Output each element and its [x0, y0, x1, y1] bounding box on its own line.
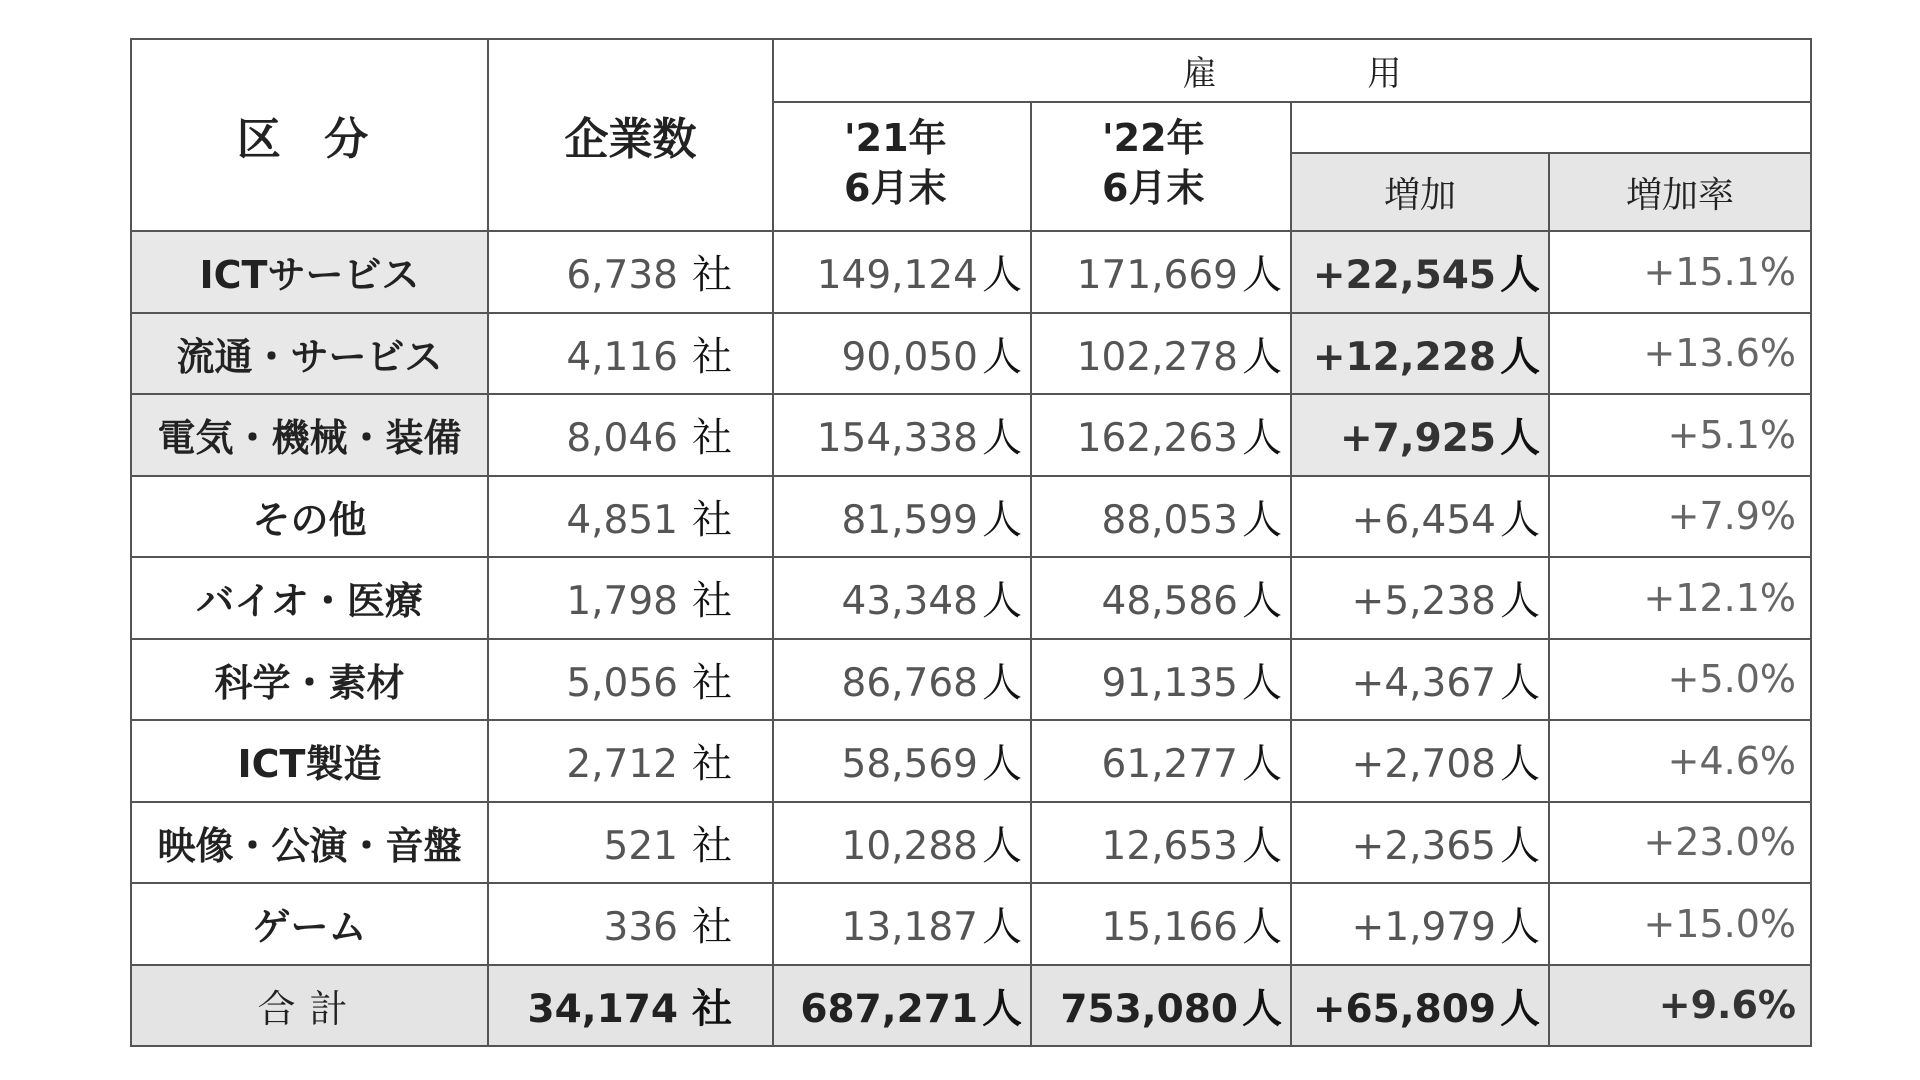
- unit-person: 人: [1242, 904, 1282, 951]
- companies-value: 1,798: [566, 579, 678, 625]
- unit-person: 人: [982, 252, 1022, 299]
- companies-cell: [488, 313, 773, 395]
- unit-company: 社: [692, 904, 732, 951]
- increase-rate-cell: +5.1%: [1549, 394, 1811, 476]
- increase-value: +2,365: [1351, 823, 1496, 869]
- increase-header: 増加: [1291, 153, 1549, 231]
- date-2022-month: 6月末: [1102, 166, 1205, 210]
- employment-2022-value: 48,586: [1101, 579, 1238, 625]
- employment-2021-value: 687,271: [800, 986, 978, 1032]
- date-2021-year: '21年: [844, 116, 947, 160]
- unit-person: 人: [982, 659, 1022, 706]
- increase-value: +12,228: [1312, 334, 1496, 380]
- table-row: [131, 476, 1811, 558]
- increase-cell: [1291, 965, 1549, 1047]
- employment-2021-cell: [773, 313, 1031, 395]
- companies-value: 336: [603, 905, 678, 951]
- companies-cell: [488, 639, 773, 721]
- unit-person: 人: [1242, 333, 1282, 380]
- increase-cell: [1291, 883, 1549, 965]
- unit-company: 社: [692, 822, 732, 869]
- employment-2021-value: 90,050: [841, 334, 978, 380]
- companies-value: 8,046: [566, 416, 678, 462]
- companies-header: 企業数: [488, 39, 773, 231]
- employment-2022-value: 91,135: [1101, 660, 1238, 706]
- unit-person: 人: [1500, 333, 1540, 380]
- increase-rate-cell: +5.0%: [1549, 639, 1811, 721]
- companies-value: 34,174: [527, 986, 678, 1032]
- category-cell: バイオ・医療: [131, 557, 488, 639]
- employment-2022-cell: [1031, 394, 1291, 476]
- increase-cell: [1291, 720, 1549, 802]
- unit-person: 人: [982, 333, 1022, 380]
- employment-2021-cell: [773, 231, 1031, 313]
- total-row: [131, 965, 1811, 1047]
- unit-person: 人: [982, 496, 1022, 543]
- unit-company: 社: [692, 578, 732, 625]
- unit-person: 人: [1500, 578, 1540, 625]
- increase-cell: [1291, 639, 1549, 721]
- companies-value: 4,116: [566, 334, 678, 380]
- employment-2021-cell: [773, 883, 1031, 965]
- increase-value: +7,925: [1339, 416, 1496, 462]
- employment-2021-cell: [773, 965, 1031, 1047]
- unit-person: 人: [1242, 741, 1282, 788]
- employment-2021-cell: [773, 476, 1031, 558]
- date-2022-year: '22年: [1102, 116, 1205, 160]
- table-row: [131, 557, 1811, 639]
- date-2021-header: [773, 102, 1031, 231]
- employment-2022-cell: [1031, 720, 1291, 802]
- unit-person: 人: [1242, 985, 1282, 1032]
- unit-person: 人: [982, 985, 1022, 1032]
- employment-2022-value: 15,166: [1101, 905, 1238, 951]
- category-header: 区 分: [131, 39, 488, 231]
- table-row: [131, 313, 1811, 395]
- companies-value: 2,712: [566, 742, 678, 788]
- category-cell: その他: [131, 476, 488, 558]
- companies-cell: [488, 883, 773, 965]
- table-row: [131, 802, 1811, 884]
- employment-2021-value: 154,338: [816, 416, 978, 462]
- increase-value: +6,454: [1351, 497, 1496, 543]
- unit-person: 人: [1242, 659, 1282, 706]
- increase-rate-cell: +12.1%: [1549, 557, 1811, 639]
- employment-2021-cell: [773, 394, 1031, 476]
- employment-2021-value: 149,124: [816, 253, 978, 299]
- employment-2021-value: 13,187: [841, 905, 978, 951]
- employment-2022-cell: [1031, 557, 1291, 639]
- employment-2021-cell: [773, 639, 1031, 721]
- table-row: [131, 883, 1811, 965]
- employment-2022-cell: [1031, 476, 1291, 558]
- companies-cell: [488, 720, 773, 802]
- employment-2021-cell: [773, 720, 1031, 802]
- increase-cell: [1291, 394, 1549, 476]
- increase-rate-cell: +7.9%: [1549, 476, 1811, 558]
- category-cell: ICT製造: [131, 720, 488, 802]
- table-row: [131, 639, 1811, 721]
- companies-value: 6,738: [566, 253, 678, 299]
- employment-2021-cell: [773, 802, 1031, 884]
- companies-cell: [488, 476, 773, 558]
- unit-company: 社: [692, 252, 732, 299]
- date-2022-header: [1031, 102, 1291, 231]
- companies-cell: [488, 965, 773, 1047]
- employment-2022-value: 162,263: [1076, 416, 1238, 462]
- unit-company: 社: [692, 496, 732, 543]
- companies-cell: [488, 802, 773, 884]
- category-cell: ICTサービス: [131, 231, 488, 313]
- employment-2022-value: 102,278: [1076, 334, 1238, 380]
- employment-table: [130, 38, 1812, 1047]
- companies-cell: [488, 231, 773, 313]
- employment-2021-value: 10,288: [841, 823, 978, 869]
- companies-cell: [488, 557, 773, 639]
- employment-2022-cell: [1031, 313, 1291, 395]
- increase-rate-cell: +9.6%: [1549, 965, 1811, 1047]
- unit-person: 人: [982, 822, 1022, 869]
- date-2021-month: 6月末: [844, 166, 947, 210]
- increase-value: +5,238: [1351, 579, 1496, 625]
- employment-2022-value: 61,277: [1101, 742, 1238, 788]
- unit-company: 社: [692, 415, 732, 462]
- unit-person: 人: [982, 415, 1022, 462]
- table-row: [131, 720, 1811, 802]
- unit-person: 人: [1500, 496, 1540, 543]
- header-spacer: [1291, 102, 1811, 153]
- companies-value: 5,056: [566, 660, 678, 706]
- employment-2021-value: 81,599: [841, 497, 978, 543]
- employment-header: 雇 用: [773, 39, 1811, 102]
- increase-rate-header: 増加率: [1549, 153, 1811, 231]
- employment-2021-cell: [773, 557, 1031, 639]
- unit-company: 社: [692, 741, 732, 788]
- category-cell: 電気・機械・装備: [131, 394, 488, 476]
- unit-company: 社: [692, 333, 732, 380]
- employment-2022-cell: [1031, 639, 1291, 721]
- category-cell: 映像・公演・音盤: [131, 802, 488, 884]
- increase-value: +65,809: [1312, 986, 1496, 1032]
- category-cell: 科学・素材: [131, 639, 488, 721]
- unit-company: 社: [692, 985, 732, 1032]
- increase-rate-cell: +4.6%: [1549, 720, 1811, 802]
- category-cell: 合計: [131, 965, 488, 1047]
- unit-person: 人: [1500, 415, 1540, 462]
- unit-company: 社: [692, 659, 732, 706]
- employment-2022-value: 171,669: [1076, 253, 1238, 299]
- unit-person: 人: [1500, 252, 1540, 299]
- category-cell: ゲーム: [131, 883, 488, 965]
- increase-cell: [1291, 802, 1549, 884]
- companies-value: 4,851: [566, 497, 678, 543]
- increase-rate-cell: +15.0%: [1549, 883, 1811, 965]
- employment-2021-value: 43,348: [841, 579, 978, 625]
- table-row: [131, 394, 1811, 476]
- unit-person: 人: [1242, 496, 1282, 543]
- category-cell: 流通・サービス: [131, 313, 488, 395]
- employment-2022-cell: [1031, 231, 1291, 313]
- increase-cell: [1291, 231, 1549, 313]
- unit-person: 人: [1242, 252, 1282, 299]
- increase-value: +1,979: [1351, 905, 1496, 951]
- employment-2021-value: 86,768: [841, 660, 978, 706]
- increase-cell: [1291, 557, 1549, 639]
- unit-person: 人: [1242, 415, 1282, 462]
- increase-rate-cell: +15.1%: [1549, 231, 1811, 313]
- unit-person: 人: [1242, 578, 1282, 625]
- unit-person: 人: [1500, 985, 1540, 1032]
- employment-2022-value: 88,053: [1101, 497, 1238, 543]
- employment-2021-value: 58,569: [841, 742, 978, 788]
- increase-value: +2,708: [1351, 742, 1496, 788]
- employment-2022-cell: [1031, 883, 1291, 965]
- unit-person: 人: [982, 741, 1022, 788]
- companies-value: 521: [603, 823, 678, 869]
- employment-2022-cell: [1031, 802, 1291, 884]
- increase-value: +22,545: [1312, 253, 1496, 299]
- unit-person: 人: [1500, 822, 1540, 869]
- increase-rate-cell: +23.0%: [1549, 802, 1811, 884]
- companies-cell: [488, 394, 773, 476]
- unit-person: 人: [1242, 822, 1282, 869]
- unit-person: 人: [982, 578, 1022, 625]
- increase-rate-cell: +13.6%: [1549, 313, 1811, 395]
- employment-2022-value: 12,653: [1101, 823, 1238, 869]
- increase-cell: [1291, 476, 1549, 558]
- unit-person: 人: [1500, 904, 1540, 951]
- increase-cell: [1291, 313, 1549, 395]
- unit-person: 人: [982, 904, 1022, 951]
- table-row: [131, 231, 1811, 313]
- unit-person: 人: [1500, 659, 1540, 706]
- employment-2022-value: 753,080: [1060, 986, 1238, 1032]
- unit-person: 人: [1500, 741, 1540, 788]
- employment-2022-cell: [1031, 965, 1291, 1047]
- increase-value: +4,367: [1351, 660, 1496, 706]
